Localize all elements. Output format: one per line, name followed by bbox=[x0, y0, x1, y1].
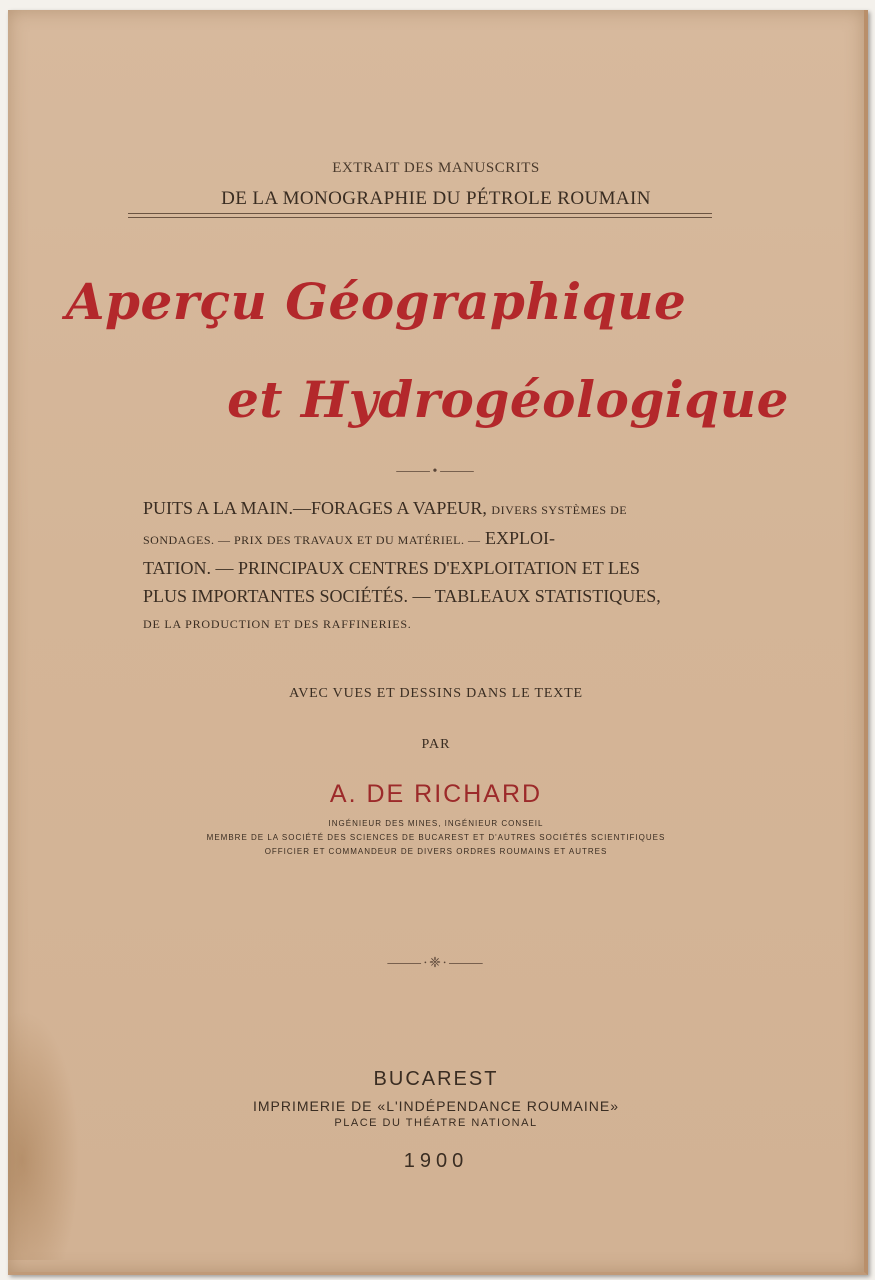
contents-line1-main: PUITS A LA MAIN.—FORAGES A VAPEUR, bbox=[143, 498, 487, 518]
book-cover bbox=[8, 10, 868, 1275]
printer-address: PLACE DU THÉATRE NATIONAL bbox=[334, 1117, 538, 1129]
double-rule bbox=[128, 213, 712, 218]
author-credential: MEMBRE DE LA SOCIÉTÉ DES SCIENCES DE BUCAREST ET D'AUTRES SOCIÉTÉS SCIENTIFIQUES bbox=[206, 833, 666, 842]
ornament-top: ⸻•⸻ bbox=[395, 464, 477, 479]
publication-year: 1900 bbox=[403, 1150, 469, 1172]
ornament-bottom: ⸻∙❈∙⸻ bbox=[386, 956, 486, 971]
by-label: PAR bbox=[421, 737, 451, 752]
contents-paragraph bbox=[143, 494, 727, 638]
printer-name: IMPRIMERIE DE «L'INDÉPENDANCE ROUMAINE» bbox=[252, 1098, 620, 1114]
contents-line4: PLUS IMPORTANTES SOCIÉTÉS. — TABLEAUX STATISTIQUES, bbox=[143, 586, 661, 606]
contents-line3: TATION. — PRINCIPAUX CENTRES D'EXPLOITATION ET LES bbox=[143, 558, 640, 578]
title-line-1: Aperçu Géographique bbox=[65, 272, 687, 331]
publication-city: BUCAREST bbox=[373, 1068, 499, 1090]
water-stain bbox=[8, 1010, 80, 1260]
contents-line1-small: DIVERS SYSTÈMES DE bbox=[491, 503, 628, 517]
title-line-2: et Hydrogéologique bbox=[227, 370, 789, 429]
author-name: A. DE RICHARD bbox=[329, 780, 543, 808]
illustrations-note: AVEC VUES ET DESSINS DANS LE TEXTE bbox=[289, 686, 583, 701]
cover-series: DE LA MONOGRAPHIE DU PÉTROLE ROUMAIN bbox=[221, 188, 651, 209]
author-credential: OFFICIER ET COMMANDEUR DE DIVERS ORDRES ROUMAINS ET AUTRES bbox=[264, 847, 608, 856]
contents-line2-main: EXPLOI- bbox=[484, 528, 555, 548]
contents-line5-small: DE LA PRODUCTION ET DES RAFFINERIES. bbox=[143, 617, 412, 631]
cover-kicker: EXTRAIT DES MANUSCRITS bbox=[332, 160, 540, 176]
author-credential: INGÉNIEUR DES MINES, INGÉNIEUR CONSEIL bbox=[328, 819, 544, 828]
contents-line2-small: SONDAGES. — PRIX DES TRAVAUX ET DU MATÉRIEL. — bbox=[143, 533, 481, 547]
